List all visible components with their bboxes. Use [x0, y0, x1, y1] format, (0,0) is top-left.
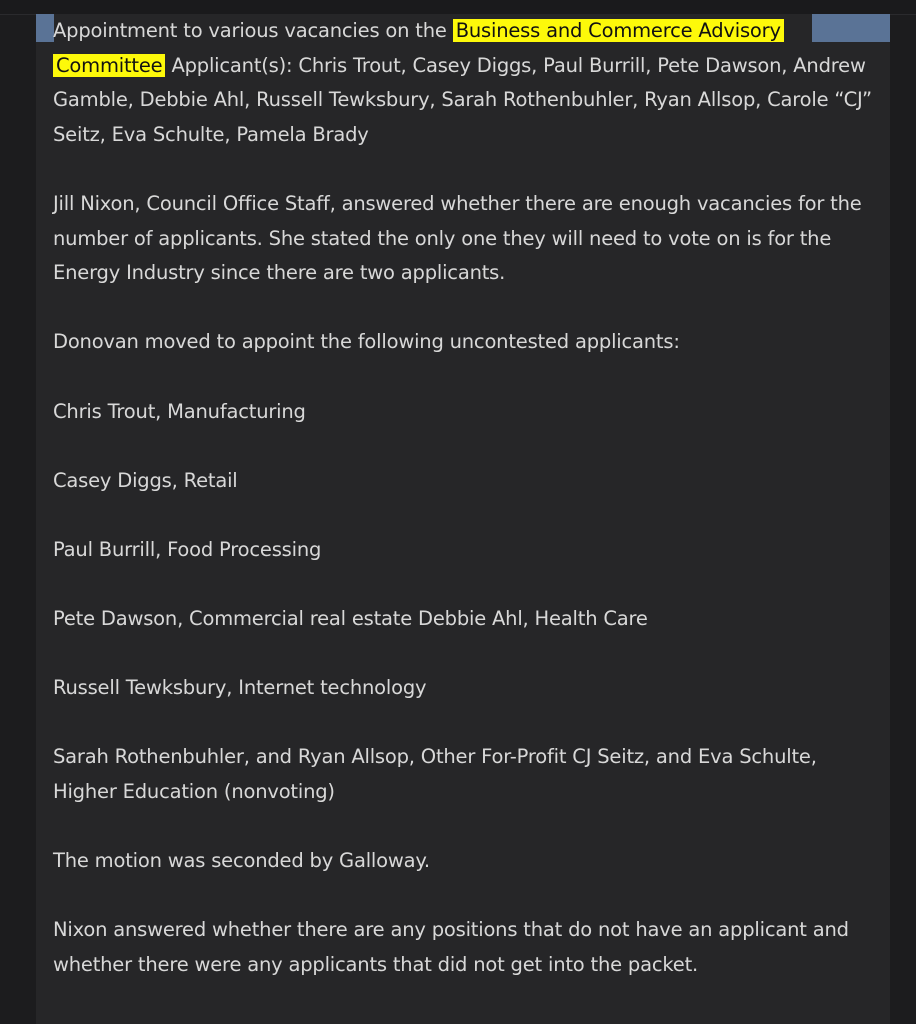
bottom-edge — [36, 1012, 890, 1024]
document-content — [53, 14, 873, 1017]
paragraph: Casey Diggs, Retail — [53, 468, 238, 492]
highlighted-text[interactable]: Committee — [53, 54, 165, 77]
paragraph: Chris Trout, Manufacturing — [53, 399, 306, 423]
paragraph: Nixon answered whether there are any positions that do not have an applicant and whether there were any applicants that did not get into the packet. — [53, 918, 849, 977]
paragraph: Pete Dawson, Commercial real estate Debbie Ahl, Health Care — [53, 607, 648, 631]
applicants-list: Applicant(s): Chris Trout, Casey Diggs, Paul Burrill, Pete Dawson, Andrew Gamble, Debbie Ahl, Russell Tewksbury, Sarah Rothenbuhler, Ryan Allsop, Carole “CJ” Seitz, Eva Schulte, Pamela Brady — [53, 53, 872, 146]
paragraph: Paul Burrill, Food Processing — [53, 537, 322, 561]
paragraph: Sarah Rothenbuhler, and Ryan Allsop, Other For-Profit CJ Seitz, and Eva Schulte, Higher Education (nonvoting) — [53, 745, 817, 804]
paragraph: Donovan moved to appoint the following uncontested applicants: — [53, 330, 680, 354]
highlighted-text[interactable]: Business and Commerce Advisory — [453, 19, 784, 42]
selection-marker-left — [36, 14, 54, 42]
paragraph: The motion was seconded by Galloway. — [53, 849, 430, 873]
top-bar — [0, 0, 916, 15]
paragraph: Russell Tewksbury, Internet technology — [53, 676, 427, 700]
paragraph: Jill Nixon, Council Office Staff, answered whether there are enough vacancies for the number of applicants. She stated the only one they will need to vote on is for the Energy Industry since there are two applicants. — [53, 191, 862, 285]
intro-prefix: Appointment to various vacancies on the — [53, 19, 447, 42]
intro-paragraph — [53, 14, 873, 152]
